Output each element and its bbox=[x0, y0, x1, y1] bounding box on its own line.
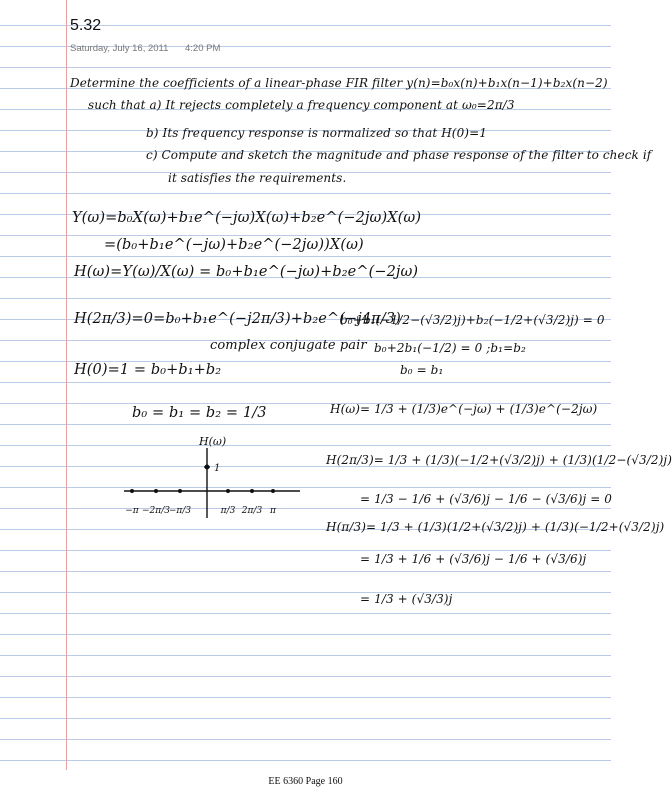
problem-line-1: Determine the coefficients of a linear-phase FIR filter y(n)=b₀x(n)+b₁x(n−1)+b₂x(n−2) bbox=[70, 76, 608, 90]
eq-right-2: b₀+2b₁(−1/2) = 0 ;b₁=b₂ bbox=[374, 341, 526, 355]
problem-line-2: such that a) It rejects completely a frequency component at ω₀=2π/3 bbox=[88, 98, 515, 112]
eq-eval-2: = 1/3 − 1/6 + (√3/6)j − 1/6 − (√3/6)j = 0 bbox=[360, 492, 613, 506]
sketch-tick-dot bbox=[226, 489, 230, 493]
sketch-tick-label: −π bbox=[125, 506, 139, 516]
eq-right-3: b₀ = b₁ bbox=[400, 363, 444, 377]
sketch-tick-label: −2π/3 bbox=[142, 506, 170, 516]
eq-h-zero: H(0)=1 = b₀+b₁+b₂ bbox=[74, 362, 222, 378]
sketch-tick-dot bbox=[154, 489, 158, 493]
eq-eval-4: = 1/3 + 1/6 + (√3/6)j − 1/6 + (√3/6)j bbox=[360, 552, 587, 566]
sketch-tick-dot bbox=[178, 489, 182, 493]
problem-line-3: b) Its frequency response is normalized so that H(0)=1 bbox=[146, 126, 487, 140]
eq-right-1: b₀+b₁(−1/2−(√3/2)j)+b₂(−1/2+(√3/2)j) = 0 bbox=[340, 313, 605, 327]
eq-h-omega: H(ω)=Y(ω)/X(ω) = b₀+b₁e^(−jω)+b₂e^(−2jω) bbox=[74, 264, 419, 280]
eq-eval-3: H(π/3)= 1/3 + (1/3)(1/2+(√3/2)j) + (1/3)(−1/2+(√3/2)j) bbox=[326, 520, 665, 534]
eq-eval-5: = 1/3 + (√3/3)j bbox=[360, 592, 453, 606]
annotation-conjugate: complex conjugate pair bbox=[210, 338, 367, 353]
eq-h-final: H(ω)= 1/3 + (1/3)e^(−jω) + (1/3)e^(−2jω) bbox=[330, 402, 598, 416]
sketch-point-h0 bbox=[205, 465, 210, 470]
eq-y-omega-factored: =(b₀+b₁e^(−jω)+b₂e^(−2jω))X(ω) bbox=[104, 237, 364, 253]
sketch-one-label: 1 bbox=[214, 463, 221, 474]
problem-line-4: c) Compute and sketch the magnitude and phase response of the filter to check if bbox=[146, 148, 652, 162]
eq-coefficients: b₀ = b₁ = b₂ = 1/3 bbox=[132, 405, 267, 421]
eq-y-omega: Y(ω)=b₀X(ω)+b₁e^(−jω)X(ω)+b₂e^(−2jω)X(ω) bbox=[72, 210, 422, 226]
sketch-tick-dot bbox=[250, 489, 254, 493]
note-date: Saturday, July 16, 2011 bbox=[70, 43, 169, 54]
sketch-ticks bbox=[125, 489, 277, 516]
sketch-tick-dot bbox=[130, 489, 134, 493]
note-time: 4:20 PM bbox=[185, 43, 221, 54]
page-footer: EE 6360 Page 160 bbox=[268, 776, 343, 787]
sketch-tick-label: π/3 bbox=[220, 506, 236, 516]
sketch-y-label: H(ω) bbox=[199, 435, 227, 448]
sketch-tick-label: −π/3 bbox=[168, 506, 192, 516]
problem-line-5: it satisfies the requirements. bbox=[168, 171, 347, 185]
eq-h-2pi-3: H(2π/3)=0=b₀+b₁e^(−j2π/3)+b₂e^(−j4π/3) bbox=[74, 311, 401, 327]
sketch-tick-dot bbox=[271, 489, 275, 493]
note-title: 5.32 bbox=[70, 17, 102, 34]
eq-eval-1: H(2π/3)= 1/3 + (1/3)(−1/2+(√3/2)j) + (1/3)(1/2−(√3/2)j) bbox=[326, 453, 672, 467]
sketch-tick-label: 2π/3 bbox=[241, 506, 263, 516]
sketch-tick-label: π bbox=[270, 506, 276, 516]
